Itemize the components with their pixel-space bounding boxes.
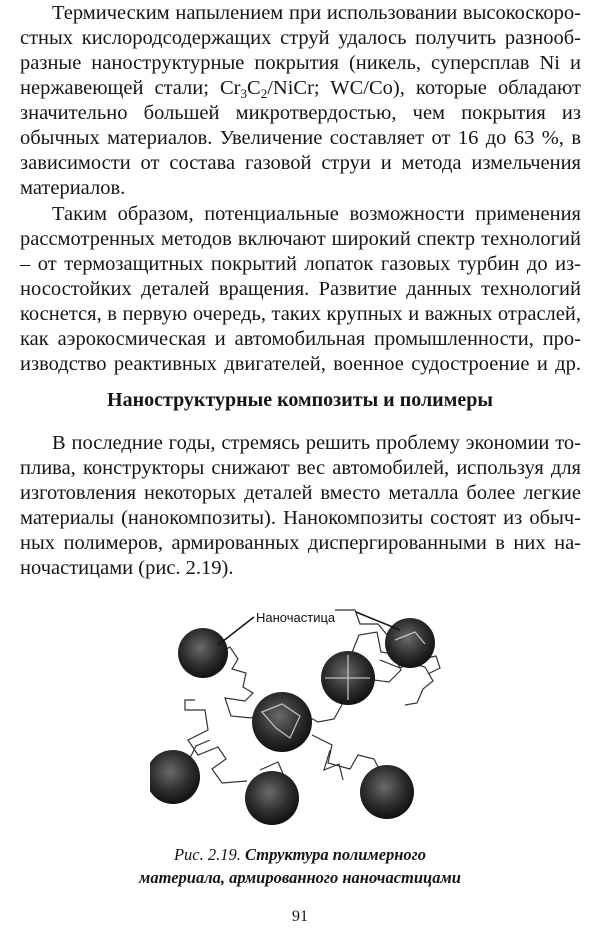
text-line: плива, конструкторы снижают вес автомобилей, используя для xyxy=(20,457,581,479)
subscript: 2 xyxy=(260,86,268,101)
text-line: ных полимеров, армированных диспергированными в них на- xyxy=(20,532,581,554)
page-number: 91 xyxy=(292,908,308,925)
text-line: материалов. xyxy=(20,177,126,199)
text-line: – от термозащитных покрытий лопаток газовых турбин до из- xyxy=(20,253,581,275)
text-line: коснется, в первую очередь, таких крупных и важных отраслей, xyxy=(20,303,581,325)
text-line-formula xyxy=(20,76,581,101)
paragraph-1 xyxy=(20,1,581,201)
paragraph-3 xyxy=(20,431,581,581)
section-heading: Наноструктурные композиты и полимеры xyxy=(107,389,493,411)
nanoparticle xyxy=(245,771,299,825)
nanoparticle xyxy=(360,765,414,819)
polymer-structure-illustration xyxy=(150,598,470,828)
caption-title-2: материала, армированного наночастицами xyxy=(139,868,461,887)
text-line: обычных материалов. Увеличение составляет от 16 до 63 %, в xyxy=(20,127,581,149)
text-line: ночастицами (рис. 2.19). xyxy=(20,557,234,579)
text-line: зависимости от состава газовой струи и метода измельчения xyxy=(20,152,581,174)
text-segment: нержавеющей стали; Cr xyxy=(20,77,241,99)
figure-nanoparticle-polymer xyxy=(150,598,470,828)
nanoparticle xyxy=(150,750,200,804)
text-line: стных кислородсодержащих струй удалось получить разнооб- xyxy=(20,27,581,49)
text-line: Термическим напылением при использовании высокоскоро- xyxy=(52,2,581,24)
caption-prefix: Рис. 2.19. xyxy=(173,845,245,864)
text-line: В последние годы, стремясь решить проблему экономии то- xyxy=(52,432,581,454)
text-line: значительно большей микротвердостью, чем покрытия из xyxy=(20,102,581,124)
nanoparticle xyxy=(385,618,435,668)
caption-title-1: Структура полимерного xyxy=(245,845,427,864)
subscript: 3 xyxy=(240,86,248,101)
text-line: рассмотренных методов включают широкий спектр технологий xyxy=(20,228,581,250)
text-line: как аэрокосмическая и автомобильная промышленности, про- xyxy=(20,328,581,350)
nanoparticles xyxy=(150,618,435,825)
nanoparticle xyxy=(252,692,312,752)
figure-caption xyxy=(0,843,600,889)
nanoparticle-label: Наночастица xyxy=(256,610,336,625)
text-line: изводство реактивных двигателей, военное судостроение и др. xyxy=(20,353,581,375)
text-line: изготовления некоторых деталей вместо металла более легкие xyxy=(20,482,581,504)
text-segment: C xyxy=(247,77,261,99)
text-line: Таким образом, потенциальные возможности применения xyxy=(52,203,581,225)
nanoparticle xyxy=(178,628,228,678)
text-line: разные наноструктурные покрытия (никель, суперсплав Ni и xyxy=(20,52,581,74)
paragraph-2 xyxy=(20,202,581,377)
text-line: материалы (нанокомпозиты). Нанокомпозиты состоят из обыч- xyxy=(20,507,581,529)
text-line: носостойких деталей вращения. Развитие данных технологий xyxy=(20,278,581,300)
text-segment: /NiCr; WC/Co), которые обладают xyxy=(267,77,581,99)
